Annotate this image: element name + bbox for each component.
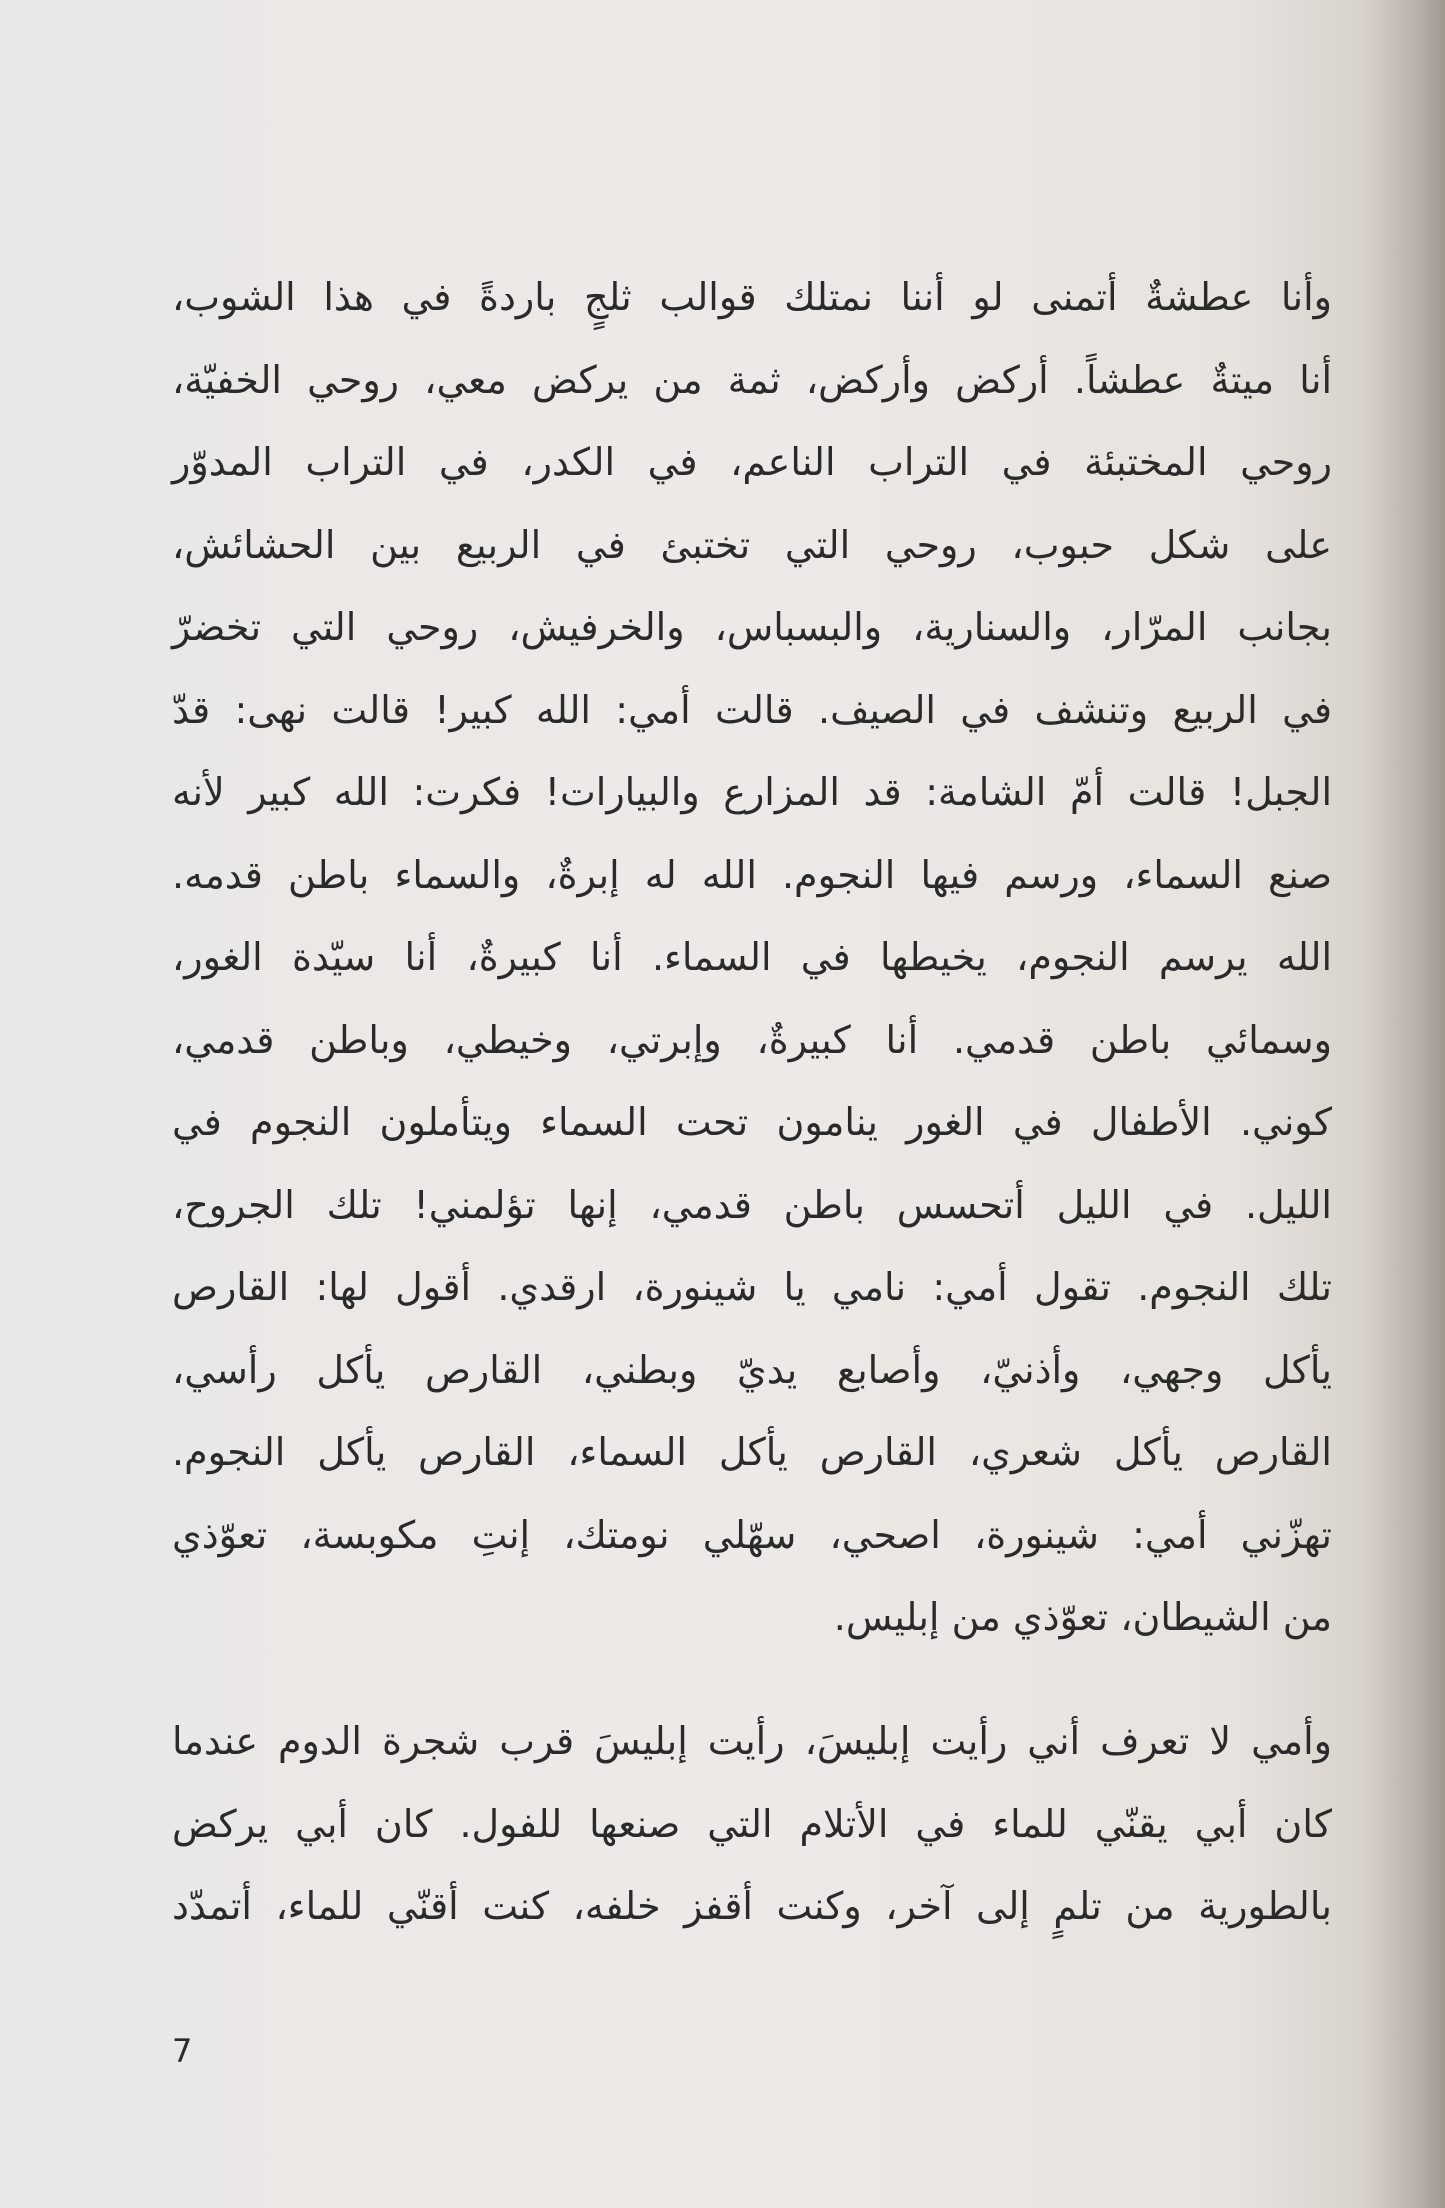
text-line: كوني. الأطفال في الغور ينامون تحت السماء ويتأملون النجوم في [172,1100,1332,1144]
text-line: الجبل! قالت أمّ الشامة: قد المزارع والبيارات! فكرت: الله كبير لأنه [172,770,1332,814]
text-line: وسمائي باطن قدمي. أنا كبيرةٌ، وإبرتي، وخيطي، وباطن قدمي، [172,1017,1332,1062]
text-line: الليل. في الليل أتحسس باطن قدمي، إنها تؤلمني! تلك الجروح، [172,1182,1332,1227]
text-line: تلك النجوم. تقول أمي: نامي يا شينورة، ارقدي. أقول لها: القارص [172,1265,1332,1309]
text-line: روحي المختبئة في التراب الناعم، في الكدر، في التراب المدوّر [172,440,1332,484]
text-line: وأنا عطشةٌ أتمنى لو أننا نمتلك قوالب ثلجٍ باردةً في هذا الشوب، [172,275,1332,319]
text-line-last: من الشيطان، تعوّذي من إبليس. [833,1595,1332,1639]
paragraph-1 [172,256,1332,1659]
text-line: صنع السماء، ورسم فيها النجوم. الله له إبرةٌ، والسماء باطن قدمه. [172,852,1332,897]
text-line: على شكل حبوب، روحي التي تختبئ في الربيع بين الحشائش، [172,522,1332,567]
book-spine-shadow [1375,0,1445,2208]
text-line: يأكل وجهي، وأذنيّ، وأصابع يديّ وبطني، القارص يأكل رأسي، [172,1347,1332,1392]
text-line: القارص يأكل شعري، القارص يأكل السماء، القارص يأكل النجوم. [172,1430,1332,1474]
text-line: بالطورية من تلمٍ إلى آخر، وكنت أقفز خلفه، كنت أقنّي للماء، أتمدّد [172,1884,1332,1928]
text-line: وأمي لا تعرف أني رأيت إبليسَ، رأيت إبليسَ قرب شجرة الدوم عندما [172,1719,1332,1763]
text-line: تهزّني أمي: شينورة، اصحي، سهّلي نومتك، إنتِ مكوبسة، تعوّذي [172,1512,1332,1557]
paragraph-2 [172,1700,1332,1948]
text-line: أنا ميتةٌ عطشاً. أركض وأركض، ثمة من يركض معي، روحي الخفيّة، [172,357,1332,402]
page-number: 7 [172,2032,193,2070]
text-line: الله يرسم النجوم، يخيطها في السماء. أنا كبيرةٌ، أنا سيّدة الغور، [172,935,1332,979]
text-line: بجانب المرّار، والسنارية، والبسباس، والخرفيش، روحي التي تخضرّ [172,605,1332,649]
text-line: كان أبي يقنّي للماء في الأتلام التي صنعها للفول. كان أبي يركض [172,1801,1332,1846]
text-line: في الربيع وتنشف في الصيف. قالت أمي: الله كبير! قالت نهى: قدّ [172,687,1332,732]
